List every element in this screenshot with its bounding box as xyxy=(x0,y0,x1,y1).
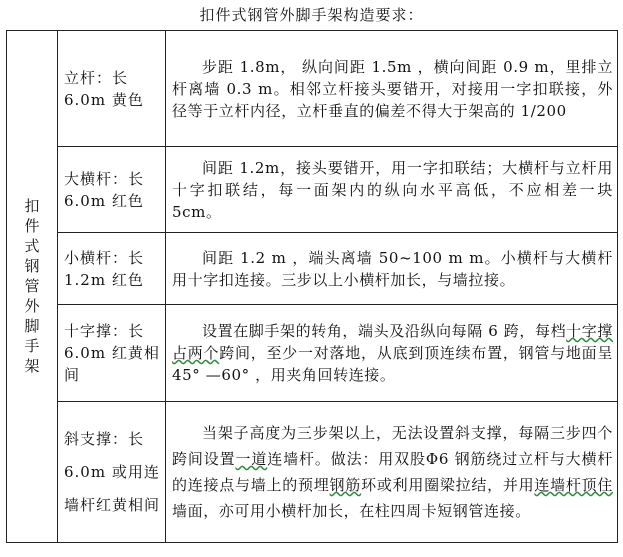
table-row-cross-brace xyxy=(7,305,618,402)
desc-diagonal-part-a: 当架子高度为三步架以上，无法设置斜支撑，每隔三步四个跨间设置 xyxy=(172,424,613,468)
document-title: 扣件式钢管外脚手架构造要求： xyxy=(199,6,424,24)
component-desc-diagonal-brace xyxy=(166,402,618,543)
component-name-upright: 立杆：长6.0m 黄色 xyxy=(58,31,166,147)
component-desc-upright: 步距 1.8m， 纵向间距 1.5m ，横向间距 0.9 m，里排立杆离墙 0.3 m。相邻立杆接头要错开，对接用一字扣联接，外径等于立杆内径，立杆垂直的偏差不得大于架高的 1/200 xyxy=(166,31,618,147)
desc-cross-brace-wavy: 十字撑占两个 xyxy=(172,322,613,362)
desc-diagonal-part-e: 环或利用圈梁拉结，并用 xyxy=(361,476,535,494)
component-name-cross-brace: 十字撑：长6.0m 红黄相间 xyxy=(58,305,166,402)
table-row-small-crossbar xyxy=(7,233,618,305)
group-label-cell xyxy=(7,31,58,543)
desc-diagonal-wavy-1: 一道 xyxy=(235,450,268,468)
component-desc-small-crossbar: 间距 1.2 m ，端头离墙 50~100 m m。小横杆与大横杆用十字扣连接。三步以上小横杆加长，与墙拉接。 xyxy=(166,233,618,305)
table-row-upright-pole xyxy=(7,31,618,147)
desc-cross-brace-part-c: 跨间，至少一对落地，从底到顶连续布置，钢管与地面呈 45° —60° ，用夹角回转连接。 xyxy=(172,344,613,384)
table-row-diagonal-brace xyxy=(7,402,618,543)
component-name-large-crossbar: 大横杆：长6.0m 红色 xyxy=(58,147,166,233)
component-name-small-crossbar: 小横杆：长1.2m 红色 xyxy=(58,233,166,305)
desc-diagonal-wavy-3: 连墙杆顶住 xyxy=(534,476,613,494)
component-desc-cross-brace xyxy=(166,305,618,402)
desc-cross-brace-part-a: 设置在脚手架的转角，端头及沿纵向每隔 6 跨，每档 xyxy=(202,322,567,340)
component-desc-large-crossbar: 间距 1.2m，接头要错开，用一字扣联结；大横杆与立杆用十字扣联结，每一面架内的纵向水平高低，不应相差一块 5cm。 xyxy=(166,147,618,233)
desc-diagonal-wavy-2: 钢筋 xyxy=(329,476,362,494)
desc-diagonal-part-c: 连墙杆。做法：用双股Φ6 钢筋绕过立杆与大横杆的连接点与墙上的预埋 xyxy=(172,450,614,494)
scaffold-spec-table xyxy=(6,30,618,543)
desc-diagonal-part-g: 墙面，亦可用小横杆加长，在柱四周卡短钢管连接。 xyxy=(172,502,531,520)
group-label: 扣件式钢管外脚手架 xyxy=(24,197,40,375)
component-name-diagonal-brace: 斜支撑：长 6.0m 或用连墙杆红黄相间 xyxy=(58,402,166,543)
table-row-large-crossbar xyxy=(7,147,618,233)
